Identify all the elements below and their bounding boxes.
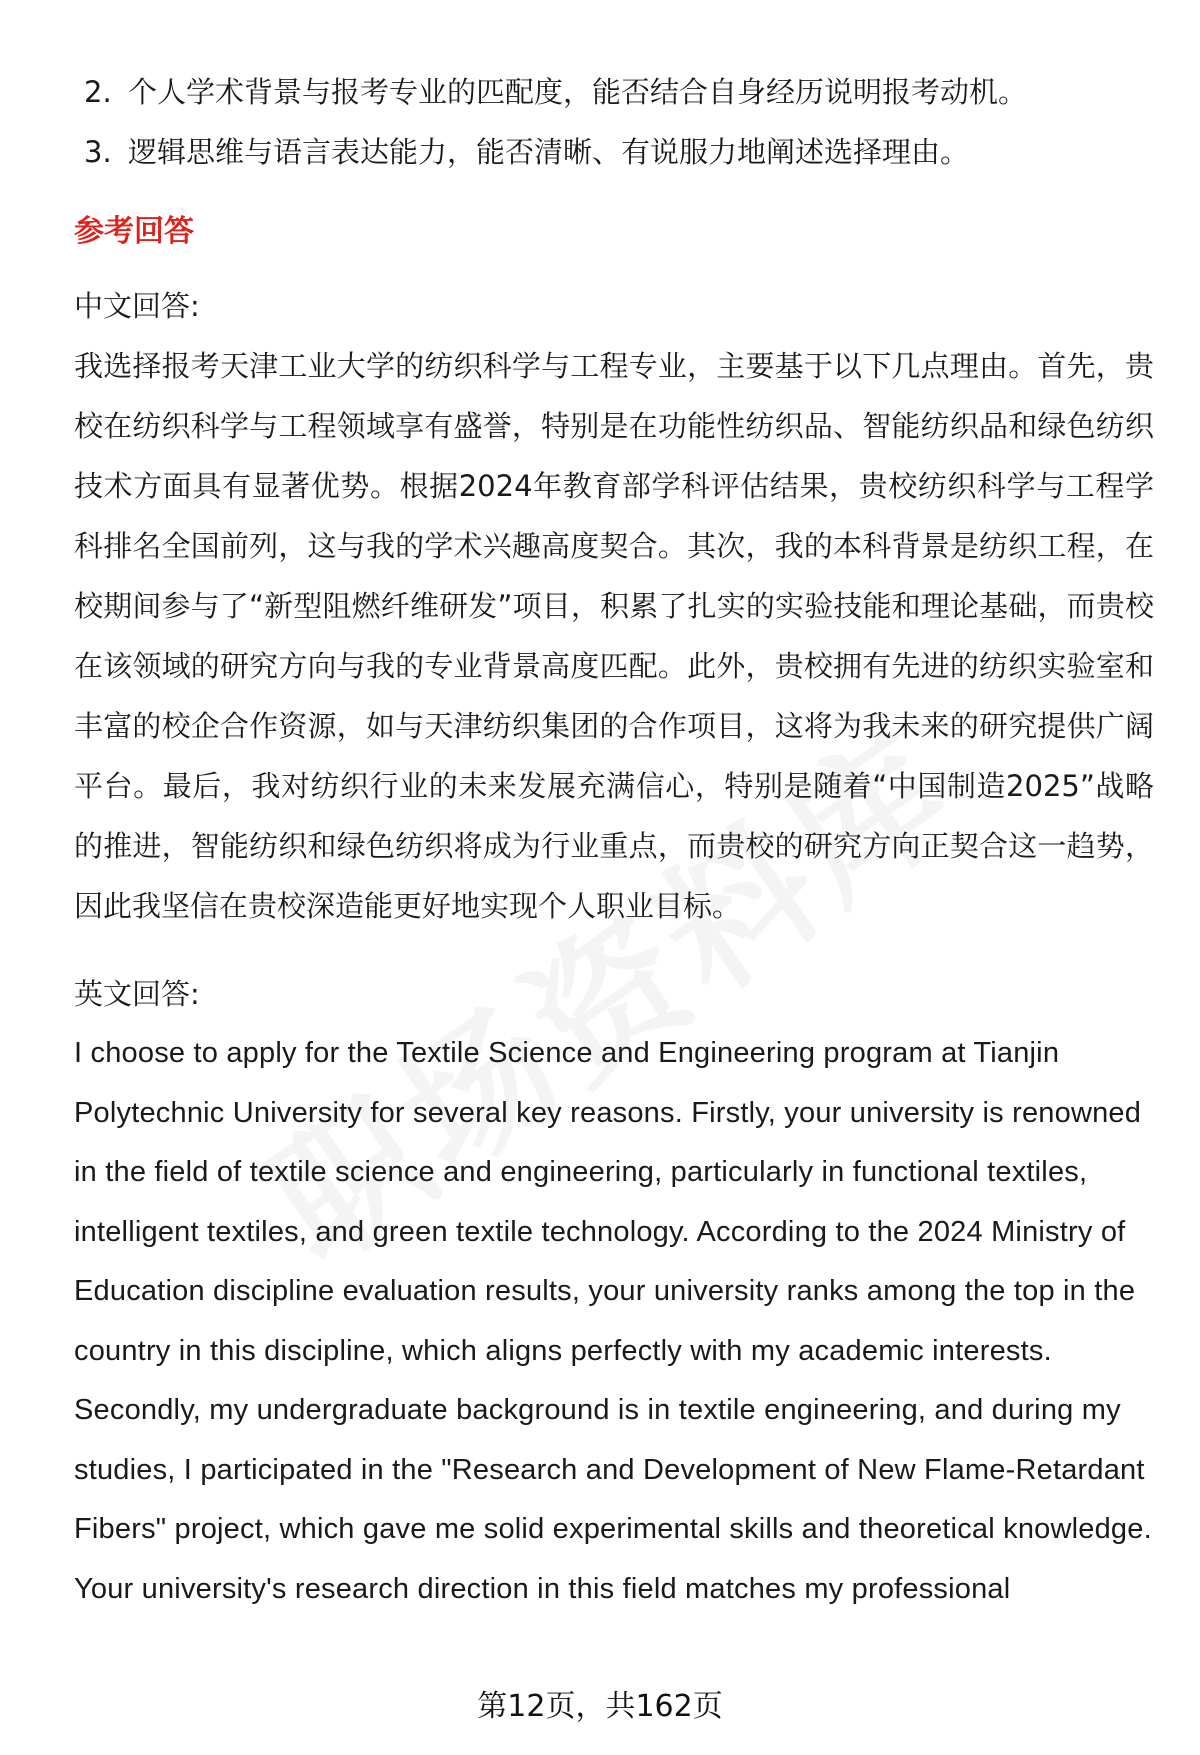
page-number-footer: 第12页，共162页 [477, 1689, 723, 1724]
list-item [84, 62, 1154, 122]
list-item-text: 逻辑思维与语言表达能力，能否清晰、有说服力地阐述选择理由。 [128, 135, 970, 169]
list-item-number: 2. [84, 75, 112, 109]
list-item-text: 个人学术背景与报考专业的匹配度，能否结合自身经历说明报考动机。 [128, 75, 1028, 109]
english-answer-body: I choose to apply for the Textile Science and Engineering program at Tianjin Polytechnic University for several key reasons. Firstly, your university is renowned in the field of textile science and engineering, particularly in functional textiles, intelligent textiles, and green textile technology. According to the 2024 Ministry of Education discipline evaluation results, your university ranks among the top in the country in this discipline, which aligns perfectly with my academic interests. Secondly, my undergraduate background is in textile engineering, and during my studies, I participated in the "Research and Development of New Flame-Retardant Fibers" project, which gave me solid experimental skills and theoretical knowledge. Your university's research direction in this field matches my professional [74, 1037, 1152, 1605]
list-item-number: 3. [84, 135, 112, 169]
chinese-answer-body: 我选择报考天津工业大学的纺织科学与工程专业，主要基于以下几点理由。首先，贵校在纺织科学与工程领域享有盛誉，特别是在功能性纺织品、智能纺织品和绿色纺织技术方面具有显著优势。根据2024年教育部学科评估结果，贵校纺织科学与工程学科排名全国前列，这与我的学术兴趣高度契合。其次，我的本科背景是纺织工程，在校期间参与了“新型阻燃纤维研发”项目，积累了扎实的实验技能和理论基础，而贵校在该领域的研究方向与我的专业背景高度匹配。此外，贵校拥有先进的纺织实验室和丰富的校企合作资源，如与天津纺织集团的合作项目，这将为我未来的研究提供广阔平台。最后，我对纺织行业的未来发展充满信心，特别是随着“中国制造2025”战略的推进，智能纺织和绿色纺织将成为行业重点，而贵校的研究方向正契合这一趋势，因此我坚信在贵校深造能更好地实现个人职业目标。 [74, 349, 1154, 923]
chinese-answer-label: 中文回答: [74, 289, 200, 323]
section-heading: 参考回答 [74, 214, 194, 249]
criteria-list [74, 62, 1154, 182]
list-item [84, 122, 1154, 182]
document-page [74, 62, 1154, 1619]
english-answer-label: 英文回答: [74, 977, 200, 1011]
